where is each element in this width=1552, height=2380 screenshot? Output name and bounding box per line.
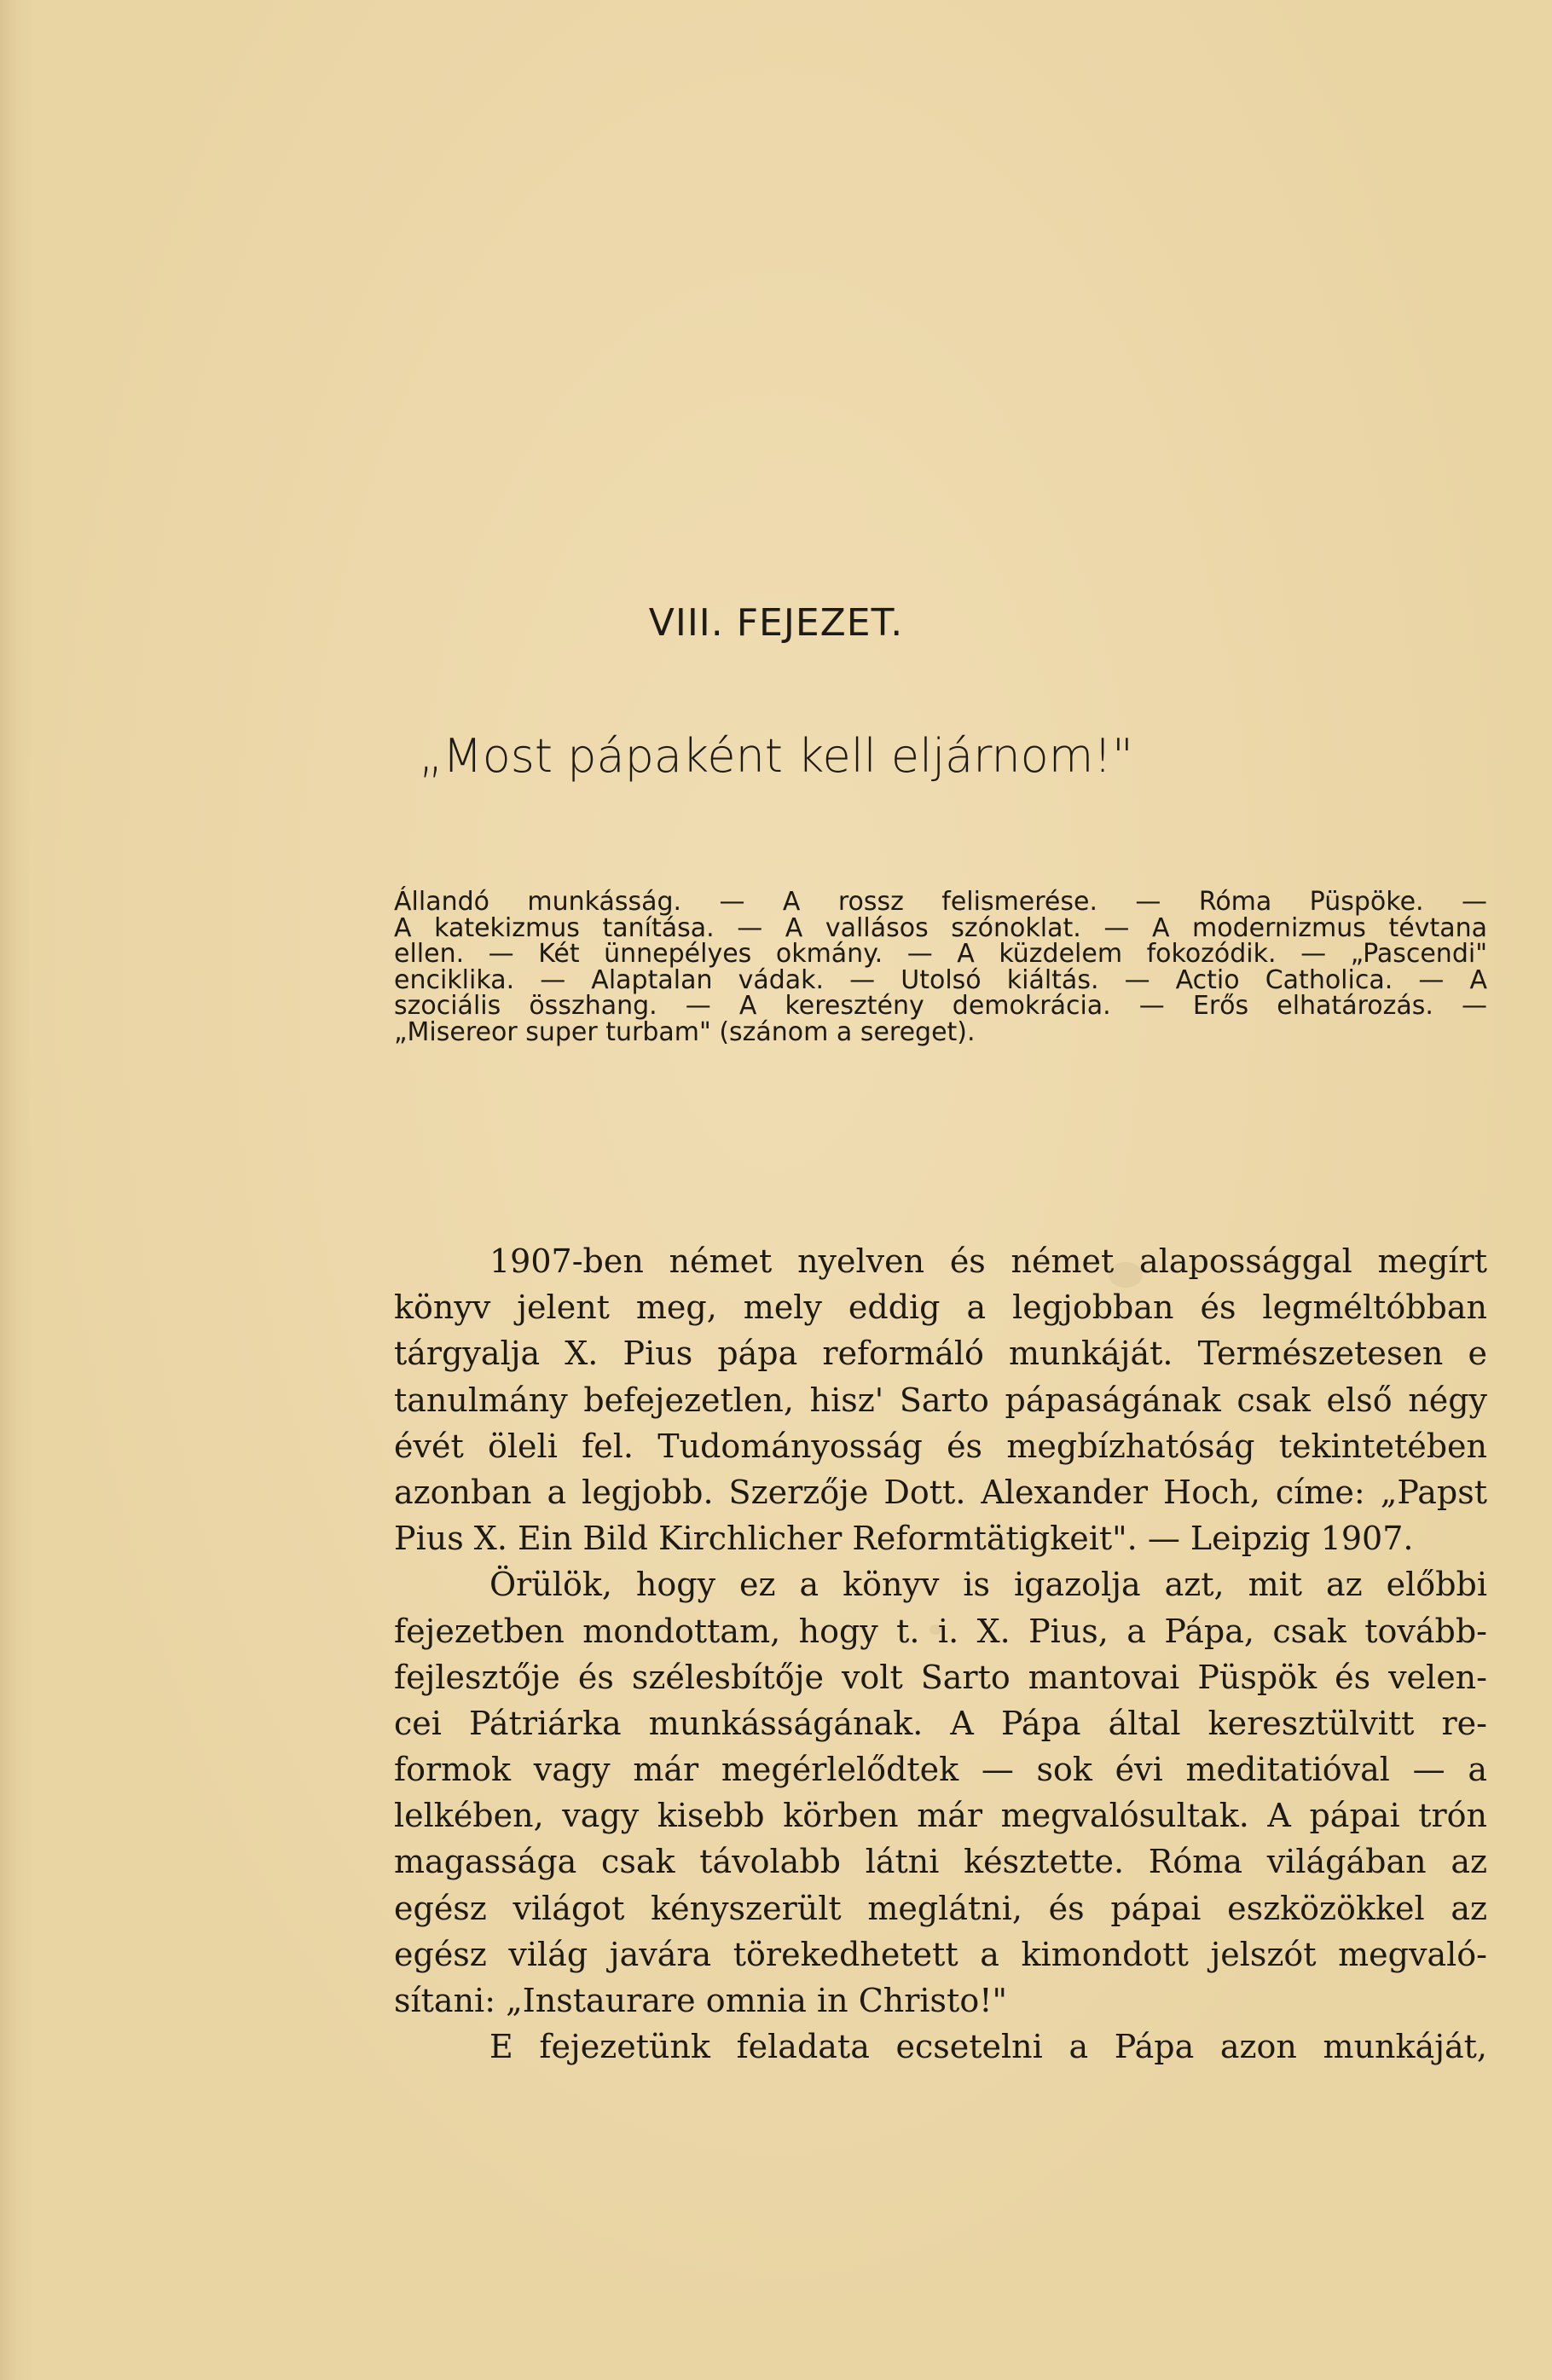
body-line: fejezetben mondottam, hogy t. i. X. Pius, a Pápa, csak tovább-: [394, 1612, 1487, 1650]
body-line: könyv jelent meg, mely eddig a legjobban és legméltóbban: [394, 1288, 1487, 1327]
chapter-number: VIII. FEJEZET.: [648, 601, 904, 645]
synopsis-line: A katekizmus tanítása. — A vallásos szónoklat. — A modernizmus tévtana: [394, 912, 1487, 943]
body-line: magassága csak távolabb látni késztette. Róma világában az: [394, 1843, 1487, 1881]
body-line: E fejezetünk feladata ecsetelni a Pápa azon munkáját,: [489, 2028, 1487, 2066]
body-line: 1907-ben német nyelven és német alapossággal megírt: [489, 1242, 1487, 1280]
chapter-title: „Most pápaként kell eljárnom!": [419, 729, 1133, 783]
body-line: azonban a legjobb. Szerzője Dott. Alexander Hoch, címe: „Papst: [394, 1473, 1487, 1511]
body-line: egész világ javára törekedhetett a kimondott jelszót megvaló-: [394, 1935, 1487, 1973]
synopsis-line: ellen. — Két ünnepélyes okmány. — A küzdelem fokozódik. — „Pascendi": [394, 939, 1487, 969]
body-line: cei Pátriárka munkásságának. A Pápa által keresztülvitt re-: [394, 1704, 1487, 1742]
body-line: formok vagy már megérlelődtek — sok évi meditatióval — a: [394, 1751, 1487, 1789]
body-paragraphs: [394, 1238, 1487, 2070]
body-line: lelkében, vagy kisebb körben már megvalósultak. A pápai trón: [394, 1797, 1487, 1835]
body-line: sítani: „Instaurare omnia in Christo!": [394, 1982, 1007, 2019]
body-line: Pius X. Ein Bild Kirchlicher Reformtätigkeit". — Leipzig 1907.: [394, 1520, 1414, 1558]
body-line: tanulmány befejezetlen, hisz' Sarto pápaságának csak első négy: [394, 1381, 1487, 1419]
body-line: Örülök, hogy ez a könyv is igazolja azt, mit az előbbi: [489, 1566, 1487, 1604]
body-line: tárgyalja X. Pius pápa reformáló munkáját. Természetesen e: [394, 1335, 1487, 1373]
chapter-synopsis: [394, 889, 1487, 1045]
synopsis-line: enciklika. — Alaptalan vádak. — Utolsó kiáltás. — Actio Catholica. — A: [394, 964, 1487, 995]
body-line: fejlesztője és szélesbítője volt Sarto mantovai Püspök és velen-: [394, 1658, 1487, 1696]
synopsis-line: Állandó munkásság. — A rossz felismerése. — Róma Püspöke. —: [394, 887, 1487, 917]
body-line: évét öleli fel. Tudományosság és megbízhatóság tekintetében: [394, 1427, 1487, 1465]
synopsis-line: szociális összhang. — A keresztény demokrácia. — Erős elhatározás. —: [394, 991, 1487, 1021]
synopsis-line: „Misereor super turbam" (szánom a sereget).: [394, 1016, 976, 1047]
body-line: egész világot kényszerült meglátni, és pápai eszközökkel az: [394, 1889, 1487, 1927]
